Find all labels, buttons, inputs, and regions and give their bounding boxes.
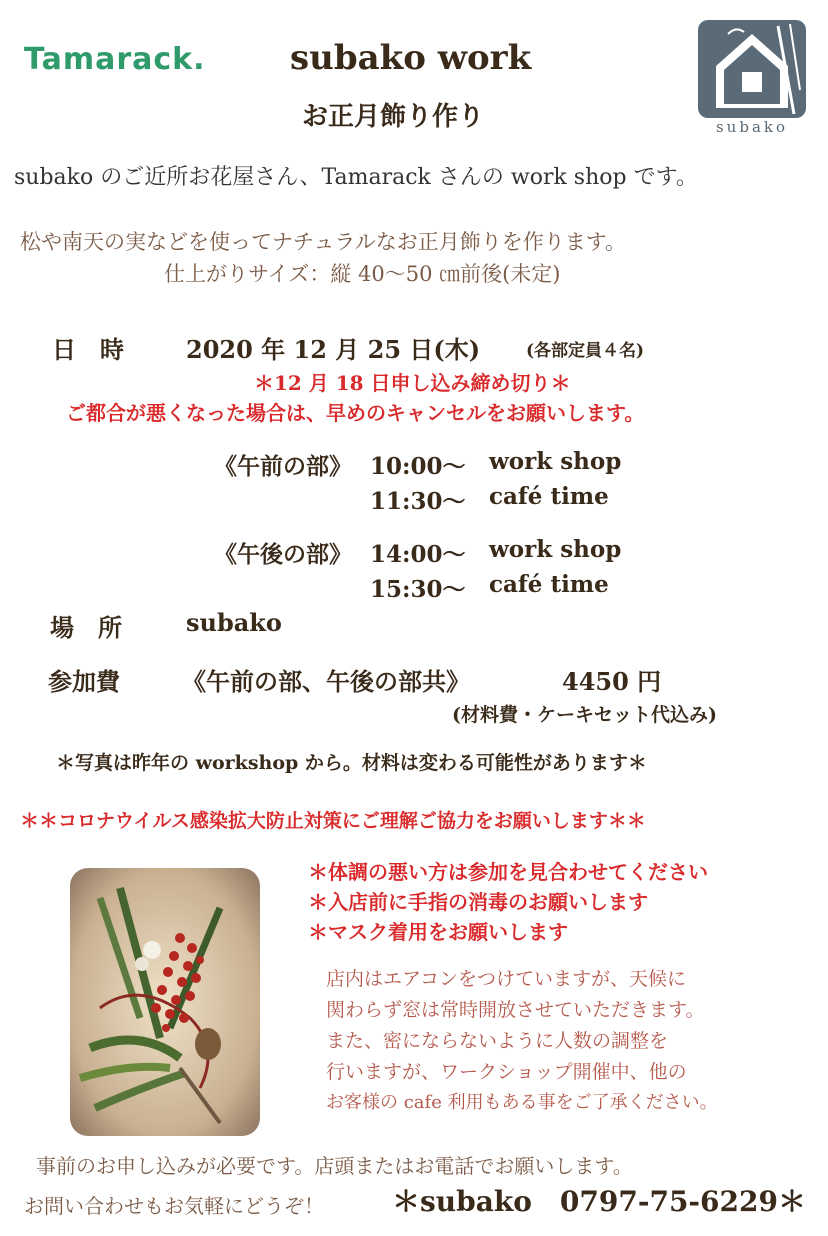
session-name: 《午後の部》 bbox=[214, 541, 352, 568]
description-line-2: 仕上がりサイズ：縦 40～50 ㎝前後(未定) bbox=[164, 262, 561, 286]
datetime-value: 2020 年 12 月 25 日(木) bbox=[186, 335, 481, 364]
fee-scope: 《午前の部、午後の部共》 bbox=[182, 667, 470, 696]
page-title: subako work bbox=[290, 38, 532, 78]
datetime-label: 日 時 bbox=[52, 335, 124, 364]
deadline-note: ＊12 月 18 日申し込み締め切り＊ bbox=[254, 371, 571, 395]
corona-item: ＊入店前に手指の消毒のお願いします bbox=[308, 890, 648, 914]
notice-line: 店内はエアコンをつけていますが、天候に bbox=[326, 968, 687, 990]
session-activity: café time bbox=[489, 483, 609, 510]
session-time: 11:30～ bbox=[370, 488, 466, 515]
footer-inquiry-note: お問い合わせもお気軽にどうぞ！ bbox=[24, 1194, 324, 1218]
corona-item: ＊体調の悪い方は参加を見合わせてください bbox=[308, 860, 708, 884]
footer-reservation-note: 事前のお申し込みが必要です。店頭またはお電話でお願いします。 bbox=[36, 1154, 633, 1178]
new-year-decoration-image bbox=[70, 868, 260, 1136]
session-time: 15:30～ bbox=[370, 576, 466, 603]
notice-line: お客様の cafe 利用もある事をご了承ください。 bbox=[326, 1092, 718, 1113]
notice-line: 行いますが、ワークショップ開催中、他の bbox=[326, 1061, 687, 1083]
subako-logo bbox=[698, 20, 806, 138]
notice-line: また、密にならないように人数の調整を bbox=[326, 1030, 669, 1052]
fee-note: (材料費・ケーキセット代込み) bbox=[452, 704, 717, 726]
intro-text: subako のご近所お花屋さん、Tamarack さんの work shop です。 bbox=[14, 165, 698, 190]
session-time: 14:00～ bbox=[370, 541, 466, 568]
session-activity: work shop bbox=[489, 448, 622, 475]
session-activity: work shop bbox=[489, 536, 622, 563]
page-subtitle: お正月飾り作り bbox=[302, 102, 485, 132]
fee-label: 参加費 bbox=[48, 667, 120, 696]
place-label: 場 所 bbox=[50, 613, 122, 642]
session-activity: café time bbox=[489, 571, 609, 598]
corona-item: ＊マスク着用をお願いします bbox=[308, 920, 568, 944]
brand-name: Tamarack. bbox=[24, 42, 206, 77]
logo-text: subako bbox=[715, 118, 789, 136]
contact-phone: ＊subako 0797-75-6229＊ bbox=[392, 1185, 806, 1218]
description-line-1: 松や南天の実などを使ってナチュラルなお正月飾りを作ります。 bbox=[20, 230, 627, 254]
corona-headline: ＊＊コロナウイルス感染拡大防止対策にご理解ご協力をお願いします＊＊ bbox=[20, 810, 646, 832]
house-logo-icon bbox=[698, 20, 806, 118]
notice-line: 関わらず窓は常時開放させていただきます。 bbox=[326, 999, 705, 1021]
fee-amount: 4450 円 bbox=[562, 667, 662, 696]
session-time: 10:00～ bbox=[370, 453, 466, 480]
cancel-note: ご都合が悪くなった場合は、早めのキャンセルをお願いします。 bbox=[66, 401, 645, 425]
session-name: 《午前の部》 bbox=[214, 453, 352, 480]
photo-note: ＊写真は昨年の workshop から。材料は変わる可能性があります＊ bbox=[56, 752, 647, 774]
place-value: subako bbox=[186, 608, 282, 637]
capacity-note: (各部定員４名) bbox=[526, 341, 645, 361]
wreath-photo bbox=[70, 868, 260, 1136]
